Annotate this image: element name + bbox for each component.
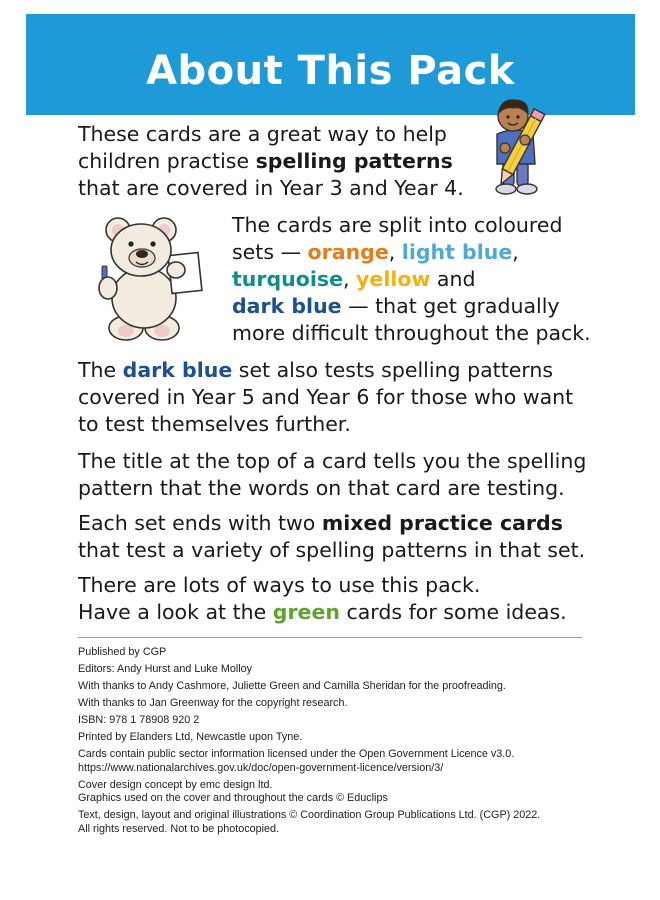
dark-blue-set-label: dark blue (232, 294, 342, 318)
card-title-paragraph (78, 448, 618, 502)
sets-paragraph (232, 212, 612, 347)
intro-line-3: that are covered in Year 3 and Year 4. (78, 176, 464, 200)
spelling-patterns-highlight: spelling patterns (255, 149, 453, 173)
credit-publisher: Published by CGP (78, 646, 167, 658)
dark-blue-line-1-pre: The (78, 358, 123, 382)
mixed-practice-highlight: mixed practice cards (321, 511, 563, 535)
orange-set-label: orange (307, 240, 389, 264)
dark-blue-line-2: covered in Year 5 and Year 6 for those who want (78, 385, 574, 409)
credit-editors: Editors: Andy Hurst and Luke Molloy (78, 663, 253, 675)
sets-line-4 (232, 293, 612, 320)
credit-printer: Printed by Elanders Ltd, Newcastle upon Tyne. (78, 731, 303, 743)
card-title-line-1: The title at the top of a card tells you the spelling (78, 449, 587, 473)
intro-line-1: These cards are a great way to help (78, 122, 447, 146)
credit-licence: Cards contain public sector information licensed under the Open Government Licence v3.0. (78, 748, 515, 760)
credit-cover-design: Cover design concept by emc design ltd. (78, 778, 273, 791)
credit-isbn: ISBN: 978 1 78908 920 2 (78, 714, 200, 726)
credit-copyright: Text, design, layout and original illustrations © Coordination Group Publications Ltd. (CGP) 2022. (78, 809, 541, 821)
sets-line-4-text: — that get gradually (341, 294, 560, 318)
card-title-line-2: pattern that the words on that card are testing. (78, 476, 565, 500)
dark-blue-line-1-post: set also tests spelling patterns (232, 358, 554, 382)
ideas-line-2 (78, 599, 618, 626)
mixed-practice-line-1 (78, 510, 618, 537)
credit-proofreading-thanks: With thanks to Andy Cashmore, Juliette Green and Camilla Sheridan for the proofreading. (78, 680, 506, 692)
ideas-line-1: There are lots of ways to use this pack. (78, 573, 481, 597)
bear-with-paper-illustration (98, 210, 210, 345)
page-title: About This Pack (146, 48, 515, 94)
credit-graphics: Graphics used on the cover and throughout the cards © Educlips (78, 792, 388, 804)
credit-copyright-research-thanks: With thanks to Jan Greenway for the copyright research. (78, 697, 348, 709)
sets-line-2-text: sets — (232, 240, 308, 264)
turquoise-set-label: turquoise (232, 267, 343, 291)
sets-line-3 (232, 266, 612, 293)
credits-block (78, 646, 618, 836)
mixed-practice-line-2: that test a variety of spelling patterns in that set. (78, 538, 586, 562)
divider (78, 637, 582, 638)
sets-and-text: and (430, 267, 476, 291)
ideas-paragraph (78, 572, 618, 626)
sets-separator: , (343, 267, 357, 291)
yellow-set-label: yellow (356, 267, 431, 291)
sets-line-1: The cards are split into coloured (232, 213, 563, 237)
sets-separator: , (512, 240, 519, 264)
credit-licence-url: https://www.nationalarchives.gov.uk/doc/open-government-licence/version/3/ (78, 761, 444, 774)
intro-line-2-text: children practise (78, 149, 256, 173)
light-blue-set-label: light blue (401, 240, 513, 264)
dark-blue-highlight: dark blue (122, 358, 233, 382)
dark-blue-paragraph (78, 357, 618, 438)
intro-paragraph (78, 121, 498, 202)
ideas-line-2-pre: Have a look at the (78, 600, 273, 624)
sets-line-5: more difficult throughout the pack. (232, 321, 591, 345)
intro-line-2 (78, 148, 498, 175)
sets-line-2 (232, 239, 612, 266)
dark-blue-line-1 (78, 357, 618, 384)
credit-rights-reserved: All rights reserved. Not to be photocopied. (78, 822, 280, 835)
dark-blue-line-3: to test themselves further. (78, 412, 351, 436)
mixed-practice-paragraph (78, 510, 618, 564)
sets-separator: , (388, 240, 402, 264)
ideas-line-2-post: cards for some ideas. (339, 600, 567, 624)
green-set-label: green (272, 600, 340, 624)
mixed-practice-line-1-pre: Each set ends with two (78, 511, 322, 535)
